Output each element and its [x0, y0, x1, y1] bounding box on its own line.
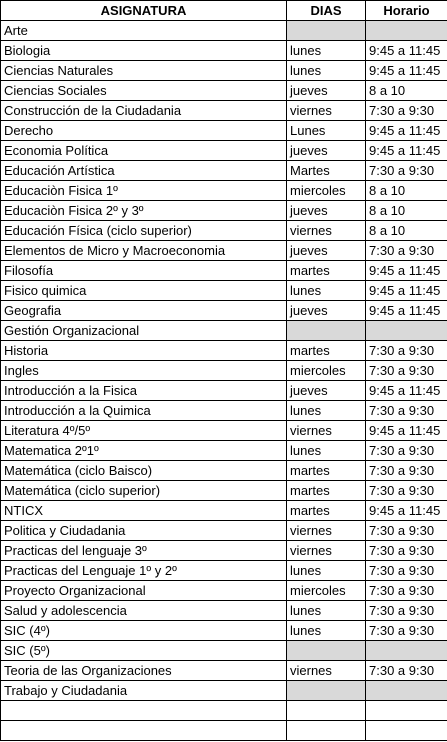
subject-cell: Filosofía	[1, 261, 287, 281]
time-cell: 7:30 a 9:30	[366, 401, 447, 421]
day-cell: viernes	[287, 521, 366, 541]
subject-cell: Practicas del Lenguaje 1º y 2º	[1, 561, 287, 581]
time-cell: 9:45 a 11:45	[366, 421, 447, 441]
day-cell: jueves	[287, 141, 366, 161]
time-cell: 9:45 a 11:45	[366, 501, 447, 521]
table-row	[1, 721, 447, 741]
day-cell: martes	[287, 461, 366, 481]
table-row	[1, 601, 447, 621]
time-cell: 9:45 a 11:45	[366, 281, 447, 301]
subject-cell: Educación Artística	[1, 161, 287, 181]
subject-cell: Trabajo y Ciudadania	[1, 681, 287, 701]
time-cell	[366, 721, 447, 741]
subject-cell: Educaciòn Fisica 1º	[1, 181, 287, 201]
subject-cell: Construcción de la Ciudadania	[1, 101, 287, 121]
day-cell: viernes	[287, 221, 366, 241]
table-row	[1, 41, 447, 61]
day-cell: miercoles	[287, 361, 366, 381]
time-cell	[366, 641, 447, 661]
time-cell: 7:30 a 9:30	[366, 361, 447, 381]
subject-cell: Teoria de las Organizaciones	[1, 661, 287, 681]
time-cell: 9:45 a 11:45	[366, 301, 447, 321]
day-cell: viernes	[287, 661, 366, 681]
table-row	[1, 561, 447, 581]
subject-cell: Elementos de Micro y Macroeconomia	[1, 241, 287, 261]
subject-cell: Introducción a la Fisica	[1, 381, 287, 401]
day-cell: jueves	[287, 241, 366, 261]
day-cell: Lunes	[287, 121, 366, 141]
table-row	[1, 381, 447, 401]
time-cell: 7:30 a 9:30	[366, 561, 447, 581]
time-cell: 9:45 a 11:45	[366, 41, 447, 61]
table-row	[1, 321, 447, 341]
day-cell: jueves	[287, 381, 366, 401]
day-cell: viernes	[287, 101, 366, 121]
time-cell: 9:45 a 11:45	[366, 141, 447, 161]
table-row	[1, 141, 447, 161]
subject-cell: Educación Física (ciclo superior)	[1, 221, 287, 241]
time-cell: 8 a 10	[366, 201, 447, 221]
table-row	[1, 201, 447, 221]
time-cell: 7:30 a 9:30	[366, 341, 447, 361]
time-cell: 7:30 a 9:30	[366, 541, 447, 561]
header-row	[1, 1, 447, 21]
table-row	[1, 221, 447, 241]
table-row	[1, 161, 447, 181]
subject-cell: Fisico quimica	[1, 281, 287, 301]
table-row	[1, 521, 447, 541]
day-cell: martes	[287, 261, 366, 281]
time-cell: 7:30 a 9:30	[366, 161, 447, 181]
day-cell: jueves	[287, 201, 366, 221]
time-cell: 7:30 a 9:30	[366, 461, 447, 481]
subject-cell: Ciencias Sociales	[1, 81, 287, 101]
time-cell: 7:30 a 9:30	[366, 601, 447, 621]
time-cell: 8 a 10	[366, 181, 447, 201]
subject-cell: Introducción a la Quimica	[1, 401, 287, 421]
day-cell: martes	[287, 501, 366, 521]
time-cell: 7:30 a 9:30	[366, 101, 447, 121]
table-row	[1, 241, 447, 261]
day-cell: Martes	[287, 161, 366, 181]
subject-cell: Geografia	[1, 301, 287, 321]
day-cell: lunes	[287, 441, 366, 461]
table-row	[1, 661, 447, 681]
time-cell: 8 a 10	[366, 221, 447, 241]
time-cell	[366, 681, 447, 701]
subject-cell: Derecho	[1, 121, 287, 141]
table-row	[1, 481, 447, 501]
day-cell: lunes	[287, 61, 366, 81]
table-row	[1, 261, 447, 281]
time-cell	[366, 321, 447, 341]
subject-cell: Matemática (ciclo superior)	[1, 481, 287, 501]
schedule-body	[1, 21, 447, 741]
subject-cell: Arte	[1, 21, 287, 41]
day-cell	[287, 681, 366, 701]
table-row	[1, 621, 447, 641]
time-cell: 7:30 a 9:30	[366, 621, 447, 641]
subject-cell: Ciencias Naturales	[1, 61, 287, 81]
day-cell: viernes	[287, 541, 366, 561]
day-cell	[287, 21, 366, 41]
subject-cell: SIC (4º)	[1, 621, 287, 641]
subject-cell: Matematica 2º1º	[1, 441, 287, 461]
day-cell: miercoles	[287, 581, 366, 601]
header-time: Horario	[366, 1, 447, 21]
day-cell: jueves	[287, 81, 366, 101]
table-row	[1, 301, 447, 321]
subject-cell: SIC (5º)	[1, 641, 287, 661]
time-cell: 7:30 a 9:30	[366, 481, 447, 501]
subject-cell: Ingles	[1, 361, 287, 381]
subject-cell: Proyecto Organizacional	[1, 581, 287, 601]
day-cell: lunes	[287, 401, 366, 421]
day-cell: lunes	[287, 601, 366, 621]
time-cell: 7:30 a 9:30	[366, 661, 447, 681]
subject-cell	[1, 721, 287, 741]
day-cell: lunes	[287, 41, 366, 61]
subject-cell: Biologia	[1, 41, 287, 61]
day-cell: jueves	[287, 301, 366, 321]
subject-cell: Politica y Ciudadania	[1, 521, 287, 541]
table-row	[1, 421, 447, 441]
time-cell: 9:45 a 11:45	[366, 381, 447, 401]
time-cell: 7:30 a 9:30	[366, 241, 447, 261]
day-cell	[287, 701, 366, 721]
subject-cell	[1, 701, 287, 721]
header-day: DIAS	[287, 1, 366, 21]
time-cell: 7:30 a 9:30	[366, 521, 447, 541]
table-row	[1, 461, 447, 481]
table-row	[1, 401, 447, 421]
table-row	[1, 101, 447, 121]
table-row	[1, 341, 447, 361]
subject-cell: Practicas del lenguaje 3º	[1, 541, 287, 561]
subject-cell: Salud y adolescencia	[1, 601, 287, 621]
time-cell	[366, 701, 447, 721]
subject-cell: Literatura 4º/5º	[1, 421, 287, 441]
time-cell: 7:30 a 9:30	[366, 441, 447, 461]
subject-cell: Economia Política	[1, 141, 287, 161]
table-row	[1, 21, 447, 41]
time-cell: 9:45 a 11:45	[366, 121, 447, 141]
table-row	[1, 501, 447, 521]
time-cell: 9:45 a 11:45	[366, 261, 447, 281]
subject-cell: Educaciòn Fisica 2º y 3º	[1, 201, 287, 221]
day-cell: martes	[287, 341, 366, 361]
day-cell: lunes	[287, 561, 366, 581]
table-row	[1, 121, 447, 141]
subject-cell: Matemática (ciclo Baisco)	[1, 461, 287, 481]
day-cell: viernes	[287, 421, 366, 441]
day-cell	[287, 641, 366, 661]
table-row	[1, 81, 447, 101]
table-row	[1, 681, 447, 701]
subject-cell: NTICX	[1, 501, 287, 521]
time-cell: 9:45 a 11:45	[366, 61, 447, 81]
table-row	[1, 181, 447, 201]
table-row	[1, 701, 447, 721]
day-cell	[287, 721, 366, 741]
subject-cell: Gestión Organizacional	[1, 321, 287, 341]
day-cell: martes	[287, 481, 366, 501]
header-subject: ASIGNATURA	[1, 1, 287, 21]
table-row	[1, 281, 447, 301]
table-row	[1, 641, 447, 661]
table-row	[1, 361, 447, 381]
time-cell	[366, 21, 447, 41]
day-cell: miercoles	[287, 181, 366, 201]
day-cell	[287, 321, 366, 341]
time-cell: 8 a 10	[366, 81, 447, 101]
day-cell: lunes	[287, 281, 366, 301]
time-cell: 7:30 a 9:30	[366, 581, 447, 601]
table-row	[1, 441, 447, 461]
table-row	[1, 61, 447, 81]
subject-cell: Historia	[1, 341, 287, 361]
day-cell: lunes	[287, 621, 366, 641]
table-row	[1, 541, 447, 561]
table-row	[1, 581, 447, 601]
